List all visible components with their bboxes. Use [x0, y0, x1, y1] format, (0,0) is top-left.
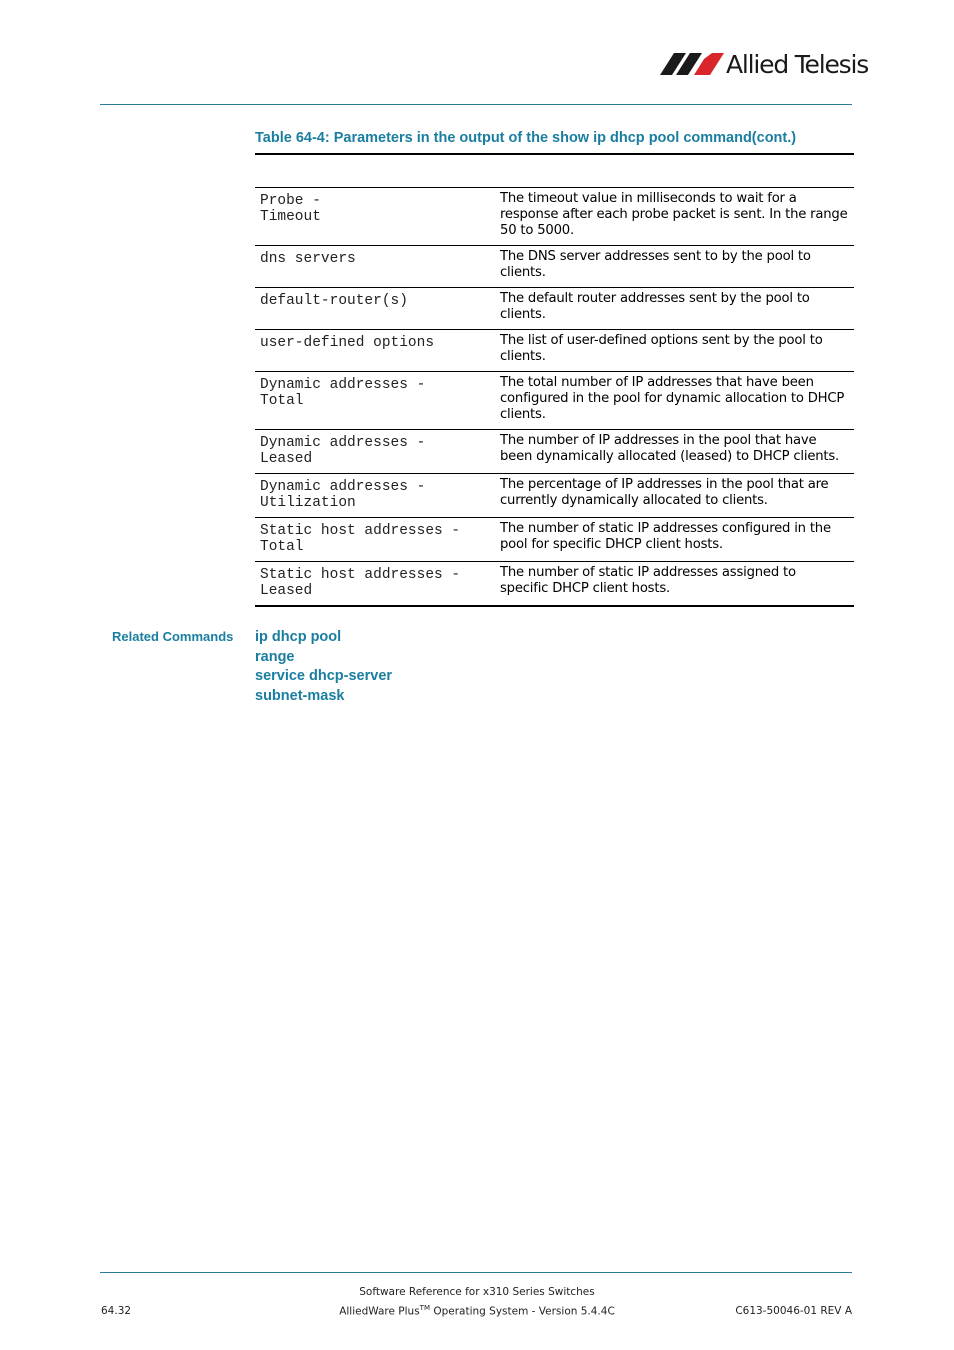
related-command-item [255, 627, 392, 647]
allied-telesis-logo-mark-icon [660, 53, 724, 75]
description-cell: The number of IP addresses in the pool that have been dynamically allocated (leased) to DHCP clients. [494, 430, 854, 474]
parameters-table [255, 187, 854, 607]
table-row [255, 246, 854, 288]
table-row [255, 562, 854, 607]
parameter-line: Probe - [260, 193, 321, 209]
table-row [255, 188, 854, 246]
link-ip-dhcp-pool[interactable]: ip dhcp pool [255, 629, 342, 645]
parameter-line: Dynamic addresses - [260, 479, 426, 495]
parameter-cell [255, 562, 494, 607]
parameter-line: Dynamic addresses - [260, 435, 426, 451]
parameter-line: Leased [260, 583, 313, 599]
footer-os-tm: TM [419, 1304, 430, 1312]
description-cell: The timeout value in milliseconds to wait for a response after each probe packet is sent. In the range 50 to 5000. [494, 188, 854, 246]
parameter-line: Dynamic addresses - [260, 377, 426, 393]
footer-os-suffix: Operating System - Version 5.4.4C [430, 1305, 615, 1318]
footer-doc-id: C613-50046-01 REV A [735, 1305, 852, 1317]
header-rule [100, 104, 852, 105]
parameter-line: dns servers [260, 251, 356, 267]
table-row [255, 372, 854, 430]
parameter-line: default-router(s) [260, 293, 408, 309]
parameter-line: user-defined options [260, 335, 435, 351]
allied-telesis-logo [660, 50, 869, 80]
link-range[interactable]: range [255, 648, 295, 665]
parameter-line: Total [260, 539, 304, 555]
link-service-dhcp-server[interactable]: service dhcp-server [255, 668, 393, 684]
related-commands-list [255, 627, 392, 705]
footer-os-prefix: AlliedWare Plus [339, 1305, 420, 1318]
description-cell: The total number of IP addresses that have been configured in the pool for dynamic allocation to DHCP clients. [494, 372, 854, 430]
parameter-cell [255, 188, 494, 246]
related-command-item [255, 647, 392, 667]
footer-page-number: 64.32 [101, 1305, 132, 1317]
related-commands-label: Related Commands [112, 629, 234, 644]
related-command-item [255, 666, 392, 686]
table-row [255, 330, 854, 372]
description-cell: The DNS server addresses sent to by the pool to clients. [494, 246, 854, 288]
caption-rule [255, 153, 854, 155]
table-row [255, 518, 854, 562]
table-caption: Table 64-4: Parameters in the output of the show ip dhcp pool command(cont.) [255, 130, 797, 146]
related-command-item [255, 686, 392, 706]
parameter-line: Timeout [260, 209, 321, 225]
description-cell: The list of user-defined options sent by the pool to clients. [494, 330, 854, 372]
logo-text: Allied Telesis [726, 50, 869, 79]
parameters-table-body [255, 188, 854, 607]
parameter-cell [255, 330, 494, 372]
parameter-cell [255, 430, 494, 474]
table-row [255, 430, 854, 474]
parameter-cell [255, 474, 494, 518]
table-row [255, 474, 854, 518]
description-cell: The number of static IP addresses assigned to specific DHCP client hosts. [500, 565, 796, 596]
parameter-line: Utilization [260, 495, 356, 511]
parameter-cell [255, 518, 494, 562]
parameter-line: Leased [260, 451, 313, 467]
parameter-cell [255, 246, 494, 288]
parameter-line: Static host addresses - [260, 567, 461, 583]
footer-rule [100, 1272, 852, 1273]
parameter-cell [255, 288, 494, 330]
footer-title: Software Reference for x310 Series Switches [359, 1286, 595, 1298]
parameter-cell [255, 372, 494, 430]
description-cell: The default router addresses sent by the pool to clients. [494, 288, 854, 330]
description-cell: The percentage of IP addresses in the pool that are currently dynamically allocated to clients. [494, 474, 854, 518]
parameter-line: Total [260, 393, 304, 409]
link-subnet-mask[interactable]: subnet-mask [255, 687, 345, 704]
table-row [255, 288, 854, 330]
parameter-line: Static host addresses - [260, 523, 461, 539]
description-cell: The number of static IP addresses configured in the pool for specific DHCP client hosts. [494, 518, 854, 562]
